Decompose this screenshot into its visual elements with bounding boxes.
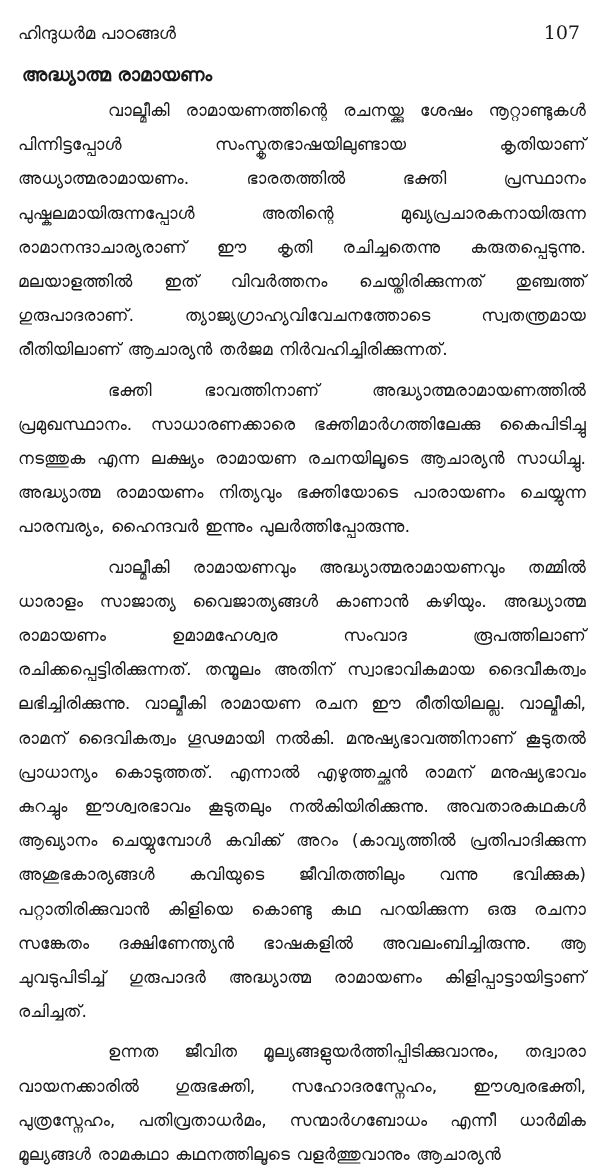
running-header [18, 22, 586, 50]
section-heading: അദ്ധ്യാത്മ രാമായണം [22, 65, 213, 86]
paragraph-3: വാല്മീകി രാമായണവും അദ്ധ്യാത്മരാമായണവും തമ്മിൽ ധാരാളം സാജാത്യ വൈജാത്യങ്ങൾ കാണാൻ കഴിയും. അദ്ധ്യാത്മ രാമായണം ഉമാമഹേശ്വര സംവാദ രൂപത്തിലാണ് രചിക്കപ്പെട്ടിരിക്കുന്നത്. തന്മൂലം അതിന് സ്വാഭാവികമായ ദൈവീകത്വം ലഭിച്ചിരിക്കുന്നു. വാല്മീകി രാമായണ രചന ഈ രീതിയിലല്ല. വാല്മീകി, രാമന് ദൈവികത്വം ഗൂഢമായി നൽകി. മനുഷ്യഭാവത്തിനാണ് കൂടുതൽ പ്രാധാന്യം കൊടുത്തത്. എന്നാൽ എഴുത്തച്ഛൻ രാമന് മനുഷ്യഭാവം കുറച്ചും ഈശ്വരഭാവം കൂടുതലും നൽകിയിരിക്കുന്നു. അവതാരകഥകൾ ആഖ്യാനം ചെയ്യുമ്പോൾ കവിക്ക് അറം (കാവ്യത്തിൽ പ്രതിപാദിക്കുന്ന അശുഭകാര്യങ്ങൾ കവിയുടെ ജീവിതത്തിലും വന്നു ഭവിക്കുക) പറ്റാതിരിക്കുവാൻ കിളിയെ കൊണ്ടു കഥ പറയിക്കുന്ന ഒരു രചനാ സങ്കേതം ദക്ഷിണേന്ത്യൻ ഭാഷകളിൽ അവലംബിച്ചിരുന്നു. ആ ചുവടുപിടിച്ച് ഗുരുപാദർ അദ്ധ്യാത്മ രാമായണം കിളിപ്പാട്ടായിട്ടാണ് രചിച്ചത്. [18, 557, 586, 1023]
paragraph-1: വാല്മീകി രാമായണത്തിന്റെ രചനയ്ക്കു ശേഷം നൂറ്റാണ്ടുകൾ പിന്നിട്ടപ്പോൾ സംസ്കൃതഭാഷയിലുണ്ടായ കൃതിയാണ് അധ്യാത്മരാമായണം. ഭാരതത്തിൽ ഭക്തി പ്രസ്ഥാനം പുഷ്കലമായിരുന്നപ്പോൾ അതിന്റെ മുഖ്യപ്രചാരകനായിരുന്ന രാമാനന്ദാചാര്യരാണ് ഈ കൃതി രചിച്ചതെന്നു കരുതപ്പെടുന്നു. മലയാളത്തിൽ ഇത് വിവർത്തനം ചെയ്തിരിക്കുന്നത് തുഞ്ചത്ത് ഗുരുപാദരാണ്. ത്യാജ്യഗ്രാഹ്യവിവേചനത്തോടെ സ്വതന്ത്രമായ രീതിയിലാണ് ആചാര്യൻ തർജമ നിർവഹിച്ചിരിക്കുന്നത്. [18, 101, 586, 361]
paragraph-2: ഭക്തി ഭാവത്തിനാണ് അദ്ധ്യാത്മരാമായണത്തിൽ പ്രമുഖസ്ഥാനം. സാധാരണക്കാരെ ഭക്തിമാർഗത്തിലേക്കു കൈപിടിച്ചു നടത്തുക എന്ന ലക്ഷ്യം രാമായണ രചനയിലൂടെ ആചാര്യൻ സാധിച്ചു. അദ്ധ്യാത്മ രാമായണം നിത്യവും ഭക്തിയോടെ പാരായണം ചെയ്യുന്ന പാരമ്പര്യം, ഹൈന്ദവർ ഇന്നും പുലർത്തിപ്പോരുന്നു. [18, 380, 586, 538]
page-number: 107 [543, 22, 580, 44]
running-title: ഹിന്ദുധർമ പാഠങ്ങൾ [18, 24, 176, 44]
paragraph-4: ഉന്നത ജീവിത മൂല്യങ്ങളുയർത്തിപ്പിടിക്കുവാനും, തദ്വാരാ വായനക്കാരിൽ ഗുരുഭക്തി, സഹോദരസ്നേഹം, ഈശ്വരഭക്തി, പുത്രസ്നേഹം, പതിവ്രതാധർമം, സന്മാർഗബോധം എന്നീ ധാർമിക മൂല്യങ്ങൾ രാമകഥാ കഥനത്തിലൂടെ വളർത്തുവാനും ആചാര്യൻ [18, 1042, 586, 1166]
